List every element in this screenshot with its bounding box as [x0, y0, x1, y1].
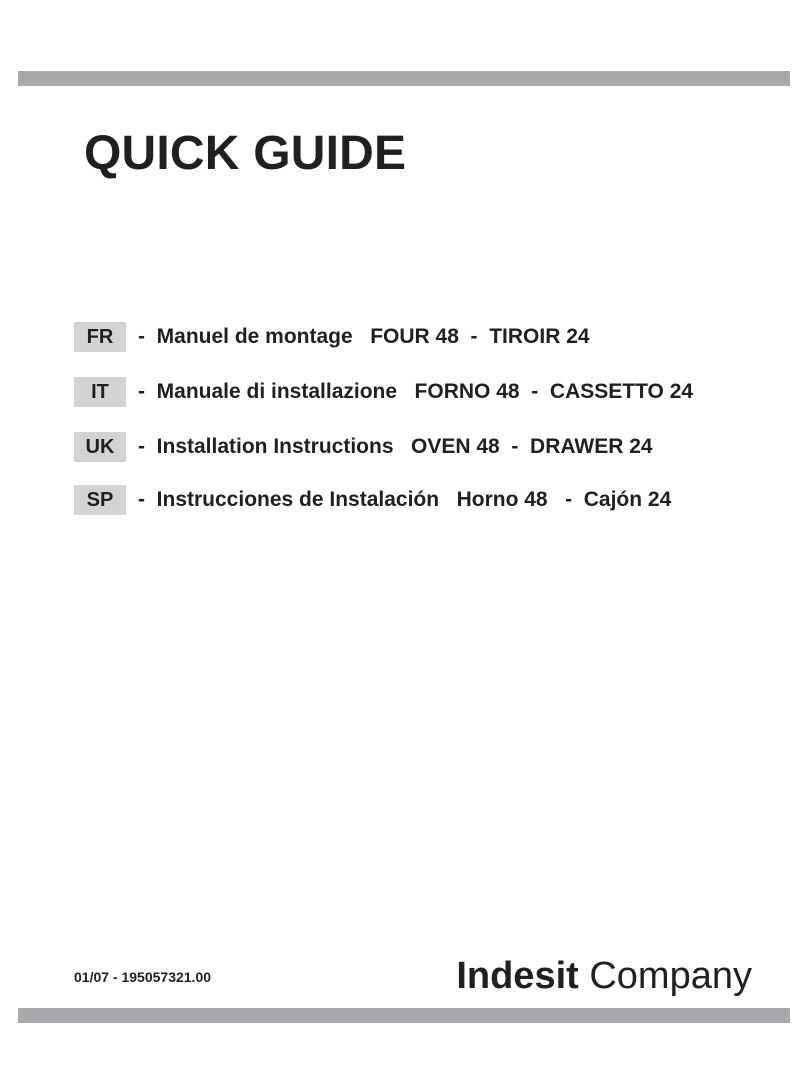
bottom-divider-bar: [18, 1008, 790, 1023]
language-description-fr: - Manuel de montage FOUR 48 - TIROIR 24: [138, 325, 590, 348]
language-code-it: IT: [74, 377, 126, 407]
language-row-sp: [74, 485, 671, 515]
page-title: QUICK GUIDE: [84, 127, 407, 180]
language-code-fr: FR: [74, 322, 126, 352]
language-code-uk: UK: [74, 432, 126, 462]
language-description-uk: - Installation Instructions OVEN 48 - DRAWER 24: [138, 435, 653, 458]
language-description-sp: - Instrucciones de Instalación Horno 48 - Cajón 24: [138, 488, 672, 511]
language-row-uk: [74, 432, 653, 462]
brand-logo: [456, 952, 752, 1000]
top-divider-bar: [18, 71, 790, 86]
language-code-sp: SP: [74, 485, 126, 515]
language-description-it: - Manuale di installazione FORNO 48 - CASSETTO 24: [138, 380, 694, 403]
language-row-fr: [74, 322, 590, 352]
brand-name-strong: Indesit: [456, 955, 579, 997]
brand-name-light: Company: [578, 955, 752, 997]
document-code: 01/07 - 195057321.00: [74, 969, 212, 985]
language-row-it: [74, 377, 693, 407]
